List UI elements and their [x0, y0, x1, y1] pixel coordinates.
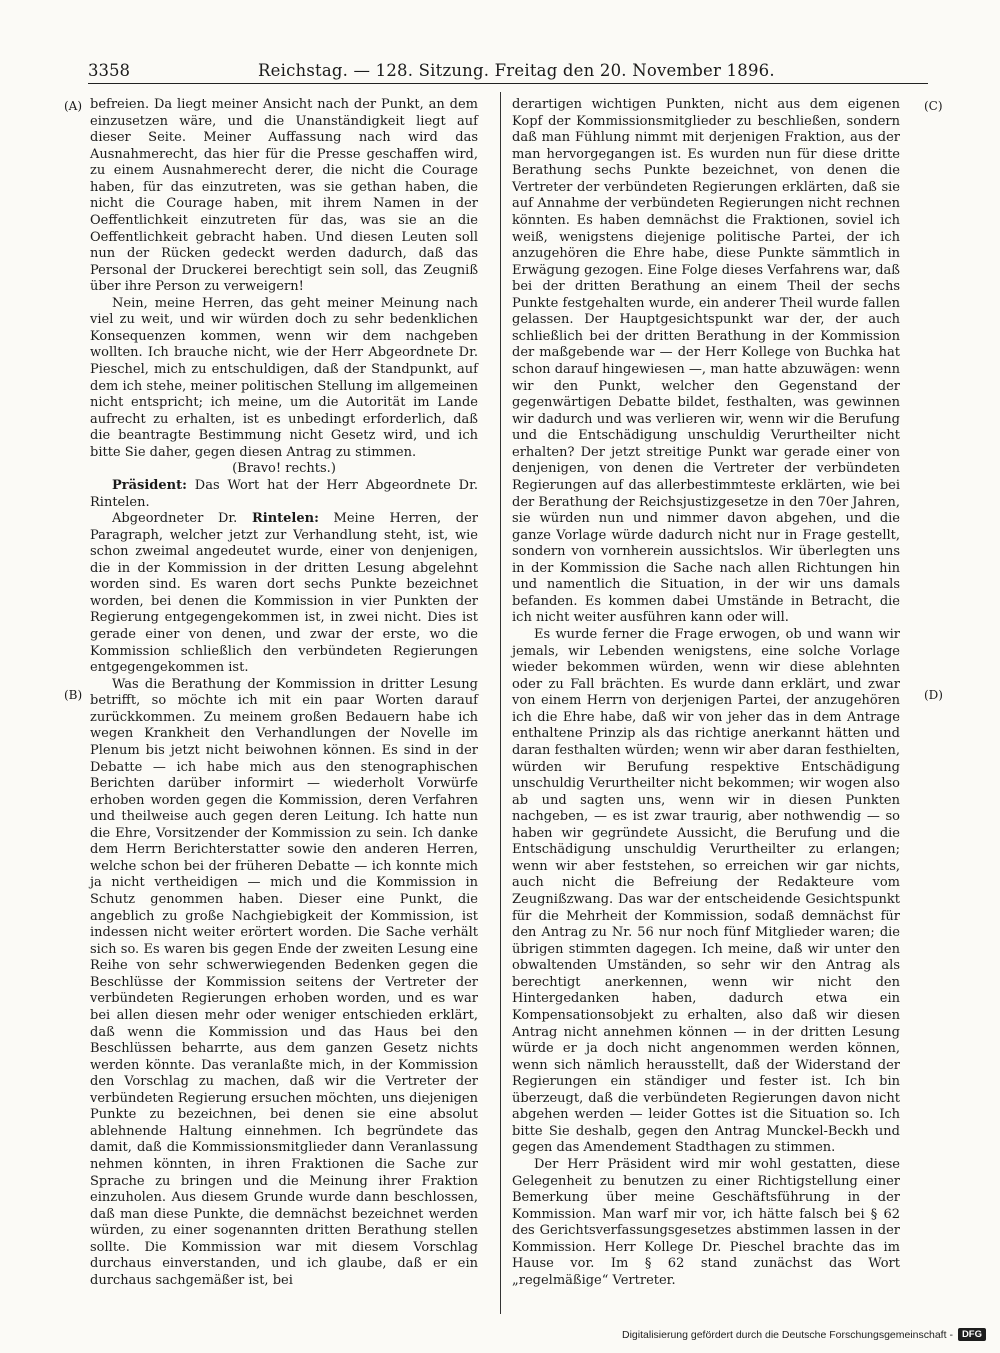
paragraph: derartigen wichtigen Punkten, nicht aus dem eigenen Kopf der Kommissionsmitglieder zu beschließen, sondern daß man Fühlung nimmt mit derjenigen Fraktion, aus der man hervorgegangen ist. Es wurden nun für diese dritte Berathung sechs Punkte bezeichnet, von denen die Vertreter der verbündeten Regierungen erklärten, daß sie auf Annahme der verbündeten Regierungen nicht rechnen könnten. Es haben demnächst die Fraktionen, soviel ich weiß, wenigstens diejenige politische Partei, der ich anzugehören die Ehre habe, diese Punkte sämmtlich in Erwägung gezogen. Eine Folge dieses Verfahrens war, daß bei der dritten Berathung an einem Theil der sechs Punkte festgehalten wurde, ein anderer Theil wurde fallen gelassen. Der Hauptgesichtspunkt war der, der auch schließlich bei der dritten Berathung in der Kommission der maßgebende war — der Herr Kollege von Buchka hat schon darauf hingewiesen —, man hatte abzuwägen: wenn wir den Punkt, welcher den Gegenstand der gegenwärtigen Debatte bildet, festhalten, was gewinnen wir dadurch und was verlieren wir, wenn wir die Berufung und die Entschädigung unschuldig Verurtheilter nicht erhalten? Der jetzt streitige Punkt war gerade einer von denjenigen, von denen die Vertreter der verbündeten Regierungen auf das allerbestimmteste erklärten, wie bei der Berathung der Reichsjustizgesetze in den 70er Jahren, sie würden nun und nimmer davon abgehen, und die ganze Vorlage würde dadurch nicht nur in Frage gestellt, sondern von vornherein aussichtslos. Wir überlegten uns in der Kommission die Sache nach allen Richtungen hin und namentlich die Situation, in der wir uns damals befanden. Es kommen dabei Umstände in Betracht, die ich nicht weiter ausführen kann oder will.: [512, 97, 900, 626]
speaker-name: Rintelen:: [251, 511, 319, 527]
margin-marker-c: (C): [924, 99, 943, 113]
column-divider: [500, 92, 501, 1314]
paragraph: Nein, meine Herren, das geht meiner Meinung nach viel zu weit, und wir würden doch zu sehr bedenklichen Konsequenzen kommen, wenn wir dem nachgeben wollten. Ich brauche nicht, wie der Herr Abgeordnete Dr. Pieschel, mich zu entschuldigen, daß der Standpunkt, auf dem ich stehe, meiner politischen Stellung im allgemeinen nicht entspricht; ich meine, um die Autorität im Lande aufrecht zu erhalten, ist es unbedingt erforderlich, daß die beantragte Bestimmung nicht Gesetz wird, und ich bitte Sie daher, gegen diesen Antrag zu stimmen.: [90, 295, 478, 460]
paragraph: Der Herr Präsident wird mir wohl gestatten, diese Gelegenheit zu benutzen zu einer Richtigstellung einer Bemerkung über meine Geschäftsführung in der Kommission. Man warf mir vor, ich hätte falsch bei § 62 des Gerichtsverfassungsgesetzes abstimmen lassen in der Kommission. Herr Kollege Dr. Pieschel brachte das im Hause vor. Im § 62 stand zunächst das Wort „regelmäßige“ Vertreter.: [512, 1157, 900, 1288]
paragraph-president: [90, 478, 478, 511]
interjection: (Bravo! rechts.): [232, 461, 336, 477]
right-column: [512, 97, 900, 1290]
margin-marker-b: (B): [64, 688, 83, 702]
paragraph: Was die Berathung der Kommission in dritter Lesung betrifft, so möchte ich mit ein paar Worten darauf zurückkommen. Zu meinem großen Bedauern habe ich wegen Krankheit den Verhandlungen der Novelle im Plenum bis jetzt nicht beiwohnen können. Es sind in der Debatte — ich habe mich aus den stenographischen Berichten darüber informirt — wiederholt Vorwürfe erhoben worden gegen die Kommission, deren Verfahren und theilweise auch gegen deren Leitung. Ich hatte nun die Ehre, Vorsitzender der Kommission zu sein. Ich danke dem Herrn Berichterstatter sowie den anderen Herren, welche schon bei der früheren Debatte — ich konnte mich ja nicht vertheidigen — mich und die Kommission in Schutz genommen haben. Dieser eine Punkt, die angeblich zu große Nachgiebigkeit der Kommission, ist indessen nicht weiter erörtert worden. Die Sache verhält sich so. Es waren bis gegen Ende der zweiten Lesung eine Reihe von sehr schwerwiegenden Bedenken gegen die Beschlüsse der Kommission seitens der Vertreter der verbündeten Regierungen erhoben worden, und es war bei allen diesen mehr oder weniger entschieden erklärt, daß wenn die Kommission und das Haus bei den Beschlüssen beharrte, aus dem ganzen Gesetz nichts werden könnte. Das veranlaßte mich, in der Kommission den Vorschlag zu machen, daß wir die Vertreter der verbündeten Regierung ersuchen möchten, uns diejenigen Punkte zu bezeichnen, bei denen sie eine absolut ablehnende Haltung einnehmen. Ich begründete das damit, daß die Kommissionsmitglieder dann Veranlassung nehmen könnten, in ihren Fraktionen die Sache zur Sprache zu bringen und die Meinung ihrer Fraktion einzuholen. Aus diesem Grunde wurde dann beschlossen, daß man diese Punkte, die demnächst bezeichnet werden würden, zu einer sogenannten dritten Berathung stellen sollte. Die Kommission war mit diesem Vorschlag durchaus einverstanden, und ich glaube, daß er ein durchaus sachgemäßer ist, bei: [90, 676, 478, 1288]
speaker-intro: Abgeordneter Dr.: [112, 511, 252, 527]
footer-credit: [622, 1328, 986, 1341]
footer-text: Digitalisierung gefördert durch die Deutsche Forschungsgemeinschaft -: [622, 1328, 953, 1341]
paragraph: Es wurde ferner die Frage erwogen, ob und wann wir jemals, wir Lebenden wenigstens, eine solche Vorlage wieder bekommen würden, wenn wir diese ablehnten oder zu Fall brächten. Es wurde dann erklärt, und zwar von einem Herrn von derjenigen Partei, der anzugehören ich die Ehre habe, daß wir von jeher das in dem Antrage enthaltene Prinzip als das richtige anerkannt hätten und daran festhalten würden; wenn wir aber daran festhielten, würden wir Berufung respektive Entschädigung unschuldig Verurtheilter nicht bekommen; wir wogen also ab und sagten uns, wenn wir in diesen Punkten nachgeben, — es ist zwar traurig, aber nothwendig — so haben wir gegründete Aussicht, die Berufung und die Entschädigung unschuldig Verurtheilter zu erlangen; wenn wir aber feststehen, so erreichen wir gar nichts, auch nicht die Befreiung der Redakteure vom Zeugnißzwang. Das war der entscheidende Gesichtspunkt für die Mehrheit der Kommission, sodaß demnächst für den Antrag zu Nr. 56 nur noch fünf Mitglieder waren; die übrigen stimmten dagegen. Ich meine, daß wir unter den obwaltenden Umständen, so sehr wir den Antrag als berechtigt anerkennen, wenn wir nicht den Hintergedanken haben, dadurch etwa ein Kompensationsobjekt zu erhalten, also daß wir diesen Antrag nicht annehmen können — in der dritten Lesung würde er ja doch nicht angenommen werden können, wenn sich nämlich herausstellt, daß der Widerstand der Regierungen ein ständiger und fester ist. Ich bin überzeugt, daß die verbündeten Regierungen davon nicht abgehen werden — leider Gottes ist die Situation so. Ich bitte Sie deshalb, gegen den Antrag Munckel-Beckh und gegen das Amendement Stadthagen zu stimmen.: [512, 627, 900, 1156]
speaker-name: Präsident:: [112, 477, 187, 493]
paragraph: befreien. Da liegt meiner Ansicht nach der Punkt, an dem einzusetzen wäre, und die Unanständigkeit liegt auf dieser Seite. Meiner Auffassung nach wird das Ausnahmerecht, das hier für die Presse geschaffen wird, zu einem Ausnahmerecht derer, die nicht die Courage haben, für das einzutreten, was sie gethan haben, die nicht die Courage haben, mit ihrem Namen in der Oeffentlichkeit einzutreten für das, was sie an die Oeffentlichkeit gebracht haben. Und diesen Leuten soll nun der Rücken gedeckt werden dadurch, daß das Personal der Druckerei berechtigt sein soll, das Zeugniß über ihre Person zu verweigern!: [90, 97, 478, 295]
margin-marker-a: (A): [64, 99, 83, 113]
paragraph-rintelen: [90, 511, 478, 677]
speech-text: Das Wort hat der Herr Abgeordnete Dr. Rintelen.: [90, 477, 478, 510]
header-title: Reichstag. — 128. Sitzung. Freitag den 20. November 1896.: [258, 61, 775, 80]
speech-text: Meine Herren, der Paragraph, welcher jetzt zur Verhandlung steht, ist, wie schon zweimal angedeutet wurde, einer von denjenigen, die in der Kommission in der dritten Lesung abgelehnt worden sind. Es waren dort sechs Punkte bezeichnet worden, bei denen die Kommission in vier Punkten der Regierung entgegengekommen ist, in zwei nicht. Dies ist gerade einer von denen, und zwar der erste, wo die Kommission schließlich den verbündeten Regierungen entgegengekommen ist.: [90, 511, 478, 676]
page-number: 3358: [88, 61, 130, 80]
running-header: [88, 57, 928, 84]
margin-marker-d: (D): [924, 688, 943, 702]
dfg-logo: DFG: [958, 1328, 986, 1341]
left-column: [90, 97, 478, 1290]
